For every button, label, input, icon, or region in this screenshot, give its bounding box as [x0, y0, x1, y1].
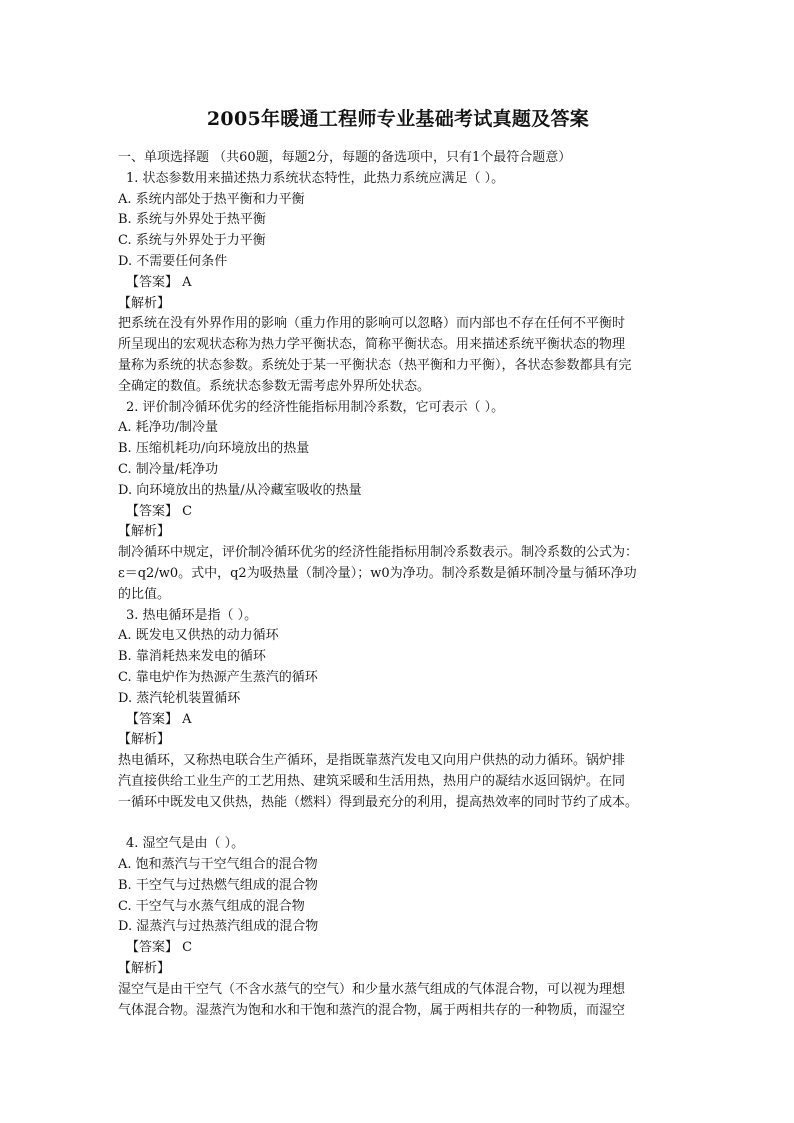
option-d: D. 不需要任何条件 [118, 253, 228, 269]
option-d: D. 湿蒸汽与过热蒸汽组成的混合物 [118, 919, 319, 935]
option-a: A. 饱和蒸汽与干空气组合的混合物 [118, 857, 318, 873]
analysis-line: 所呈现出的宏观状态称为热力学平衡状态，简称平衡状态。用来描述系统平衡状态的物理 [118, 337, 626, 353]
question-stem: 1. 状态参数用来描述热力系统状态特性，此热力系统应满足（ ）。 [126, 170, 505, 186]
question-stem: 3. 热电循环是指（ ）。 [126, 607, 258, 623]
option-d: D. 向环境放出的热量/从冷藏室吸收的热量 [118, 482, 362, 498]
option-b: B. 靠消耗热来发电的循环 [118, 649, 266, 665]
option-a: A. 耗净功/制冷量 [118, 420, 219, 436]
analysis-line: 把系统在没有外界作用的影响（重力作用的影响可以忽略）而内部也不存在任何不平衡时 [118, 316, 626, 332]
question-stem: 2. 评价制冷循环优劣的经济性能指标用制冷系数，它可表示（ ）。 [126, 399, 505, 415]
question-stem: 4. 湿空气是由（ ）。 [126, 836, 245, 852]
analysis-line: 湿空气是由干空气（不含水蒸气的空气）和少量水蒸气组成的气体混合物，可以视为理想 [118, 981, 626, 997]
page-title: 2005年暖通工程师专业基础考试真题及答案 [206, 108, 590, 130]
question-block [118, 169, 678, 398]
analysis-line: ε＝q2/w0。式中，q2为吸热量（制冷量）；w0为净功。制冷系数是循环制冷量与循环净功 [118, 565, 637, 581]
analysis-line: 气体混合物。湿蒸汽为饱和水和干饱和蒸汽的混合物，属于两相共存的一种物质，而湿空 [118, 1002, 626, 1018]
option-c: C. 制冷量/耗净功 [118, 461, 219, 477]
option-b: B. 干空气与过热燃气组成的混合物 [118, 877, 318, 893]
answer-line: 【答案】 C [126, 503, 193, 519]
question-block [118, 834, 678, 1021]
analysis-label: 【解析】 [118, 524, 171, 540]
answer-line: 【答案】 C [126, 940, 193, 956]
analysis-line: 全确定的数值。系统状态参数无需考虑外界所处状态。 [118, 378, 431, 394]
option-c: C. 干空气与水蒸气组成的混合物 [118, 898, 305, 914]
option-b: B. 压缩机耗功/向环境放出的热量 [118, 441, 310, 457]
option-d: D. 蒸汽轮机装置循环 [118, 690, 241, 706]
option-a: A. 既发电又供热的动力循环 [118, 628, 279, 644]
option-a: A. 系统内部处于热平衡和力平衡 [118, 191, 305, 207]
analysis-label: 【解析】 [118, 732, 171, 748]
analysis-label: 【解析】 [118, 961, 171, 977]
answer-line: 【答案】 A [126, 711, 192, 727]
question-block [118, 398, 678, 606]
analysis-line: 热电循环，又称热电联合生产循环，是指既靠蒸汽发电又向用户供热的动力循环。锅炉排 [118, 753, 626, 769]
analysis-line: 制冷循环中规定，评价制冷循环优劣的经济性能指标用制冷系数表示。制冷系数的公式为： [118, 545, 639, 561]
blank-line [118, 814, 678, 835]
section-header: 一、单项选择题 （共60题，每题2分，每题的备选项中，只有1个最符合题意） [118, 150, 572, 165]
question-block [118, 606, 678, 814]
analysis-line: 一循环中既发电又供热，热能（燃料）得到最充分的利用，提高热效率的同时节约了成本。 [118, 794, 639, 810]
option-b: B. 系统与外界处于热平衡 [118, 212, 266, 228]
analysis-line: 量称为系统的状态参数。系统处于某一平衡状态（热平衡和力平衡），各状态参数都具有完 [118, 357, 632, 373]
analysis-line: 的比值。 [118, 586, 171, 602]
answer-line: 【答案】 A [126, 274, 192, 290]
option-c: C. 系统与外界处于力平衡 [118, 233, 266, 249]
document-body [118, 148, 678, 1021]
option-c: C. 靠电炉作为热源产生蒸汽的循环 [118, 669, 318, 685]
analysis-line: 汽直接供给工业生产的工艺用热、建筑采暖和生活用热，热用户的凝结水返回锅炉。在同 [118, 773, 626, 789]
analysis-label: 【解析】 [118, 295, 171, 311]
